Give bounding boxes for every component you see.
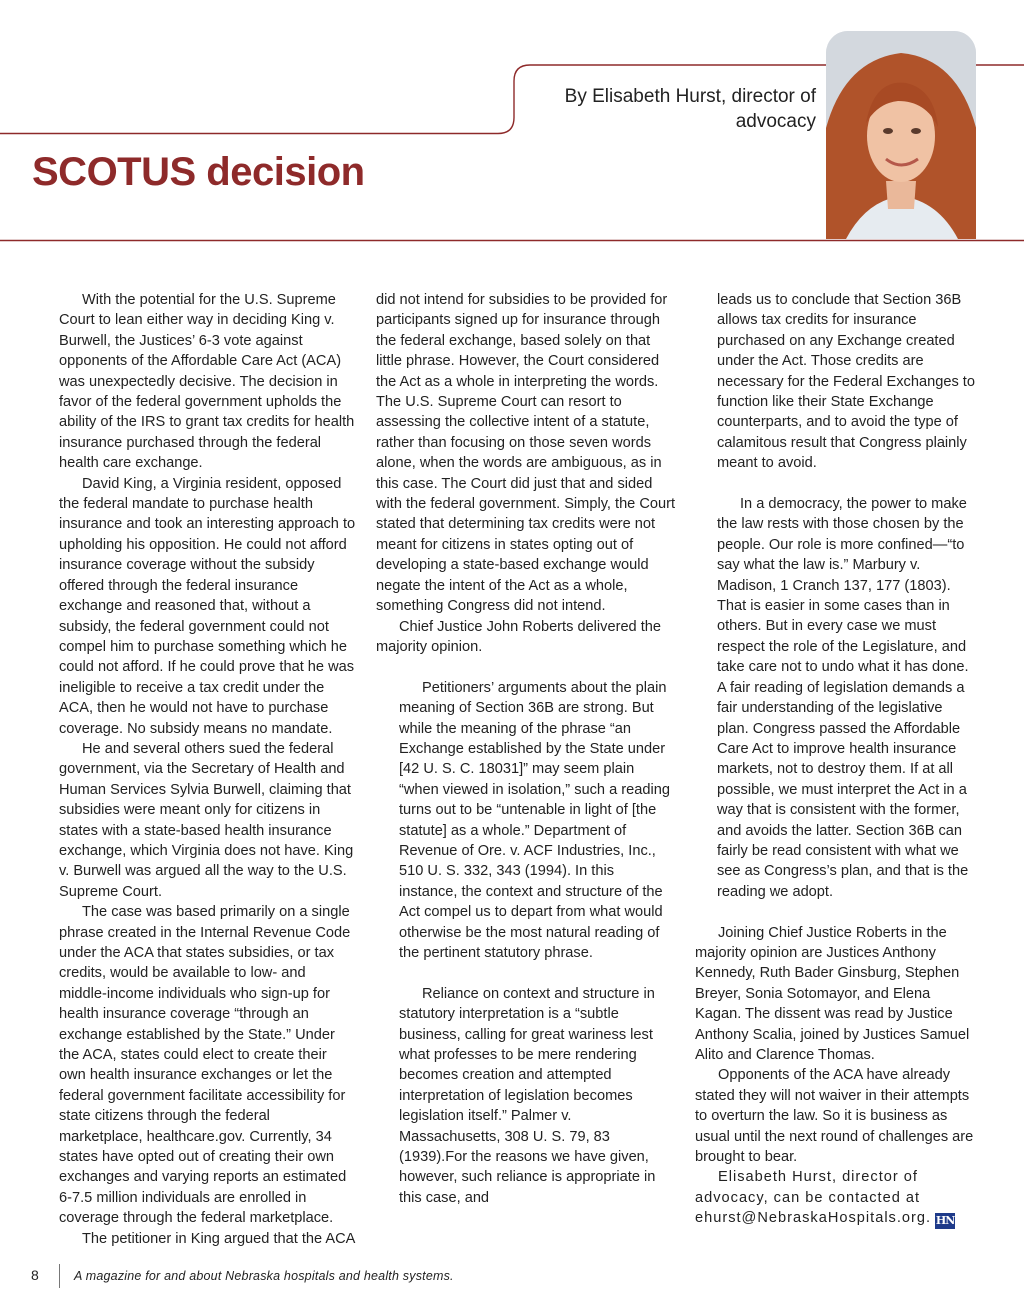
paragraph: Joining Chief Justice Roberts in the majority opinion are Justices Anthony Kennedy, Ruth Bader Ginsburg, Stephen Breyer, Sonia Sotomayor, and Elena Kagan. The dissent was read by Justice Anthony Scalia, joined by Justices Samuel Alito and Clarence Thomas.: [695, 924, 970, 1063]
article-column-3: [695, 290, 975, 1229]
magazine-tagline: A magazine for and about Nebraska hospitals and health systems.: [74, 1269, 454, 1283]
quote-paragraph: Reliance on context and structure in statutory interpretation is a “subtle business, calling for great wariness lest what professes to be mere rendering becomes creation and attempted interpretation of legislation becomes legislation itself.” Palmer v. Massachusetts, 308 U. S. 79, 83 (1939).For the reasons we have given, however, such reliance is appropriate in this case, and: [399, 985, 656, 1206]
paragraph: did not intend for subsidies to be provided for participants signed up for insurance through the federal exchange, based solely on that little phrase. However, the Court considered the Act as a whole in interpreting the words. The U.S. Supreme Court can resort to assessing the collective intent of a statute, rather than focusing on those seven words alone, when the words are ambiguous, as in this case. The Court did just that and sided with the federal government. Simply, the Court stated that determining tax credits were not meant for citizens in states opting out of developing a state-based exchange would negate the intent of the Act as a whole, something Congress did not intend.: [376, 292, 676, 615]
paragraph: Chief Justice John Roberts delivered the majority opinion.: [376, 618, 662, 655]
opinion-quote: [399, 678, 676, 1209]
article-column-1: [59, 290, 357, 1249]
quote-paragraph: Petitioners’ arguments about the plain meaning of Section 36B are strong. But while the meaning of the phrase “an Exchange established by the State under [42 U. S. C. 18031]” may seem plain “when viewed in isolation,” such a reading turns out to be “untenable in light of [the statute] as a whole.” Department of Revenue of Ore. v. ACF Industries, Inc., 510 U. S. 332, 343 (1994). In this instance, the context and structure of the Act compel us to depart from what would otherwise be the most natural reading of the pertinent statutory phrase.: [399, 679, 670, 961]
page-number: 8: [31, 1267, 39, 1283]
author-contact: [695, 1167, 975, 1229]
article-title: SCOTUS decision: [32, 150, 365, 194]
quote-paragraph: In a democracy, the power to make the law rests with those chosen by the people. Our role is more confined—“to say what the law is.” Marbury v. Madison, 1 Cranch 137, 177 (1803). That is easier in some cases than in others. But in every case we must respect the role of the Legislature, and take care not to undo what it has done. A fair reading of legislation demands a fair understanding of the legislative plan. Congress passed the Affordable Care Act to improve health insurance markets, not to destroy them. If at all possible, we must interpret the Act in a way that is consistent with the former, and avoids the latter. Section 36B can fairly be read consistent with what we see as Congress’s plan, and that is the reading we adopt.: [717, 496, 969, 900]
paragraph: The petitioner in King argued that the ACA: [82, 1230, 356, 1247]
paragraph: The case was based primarily on a single phrase created in the Internal Revenue Code under the ACA that states subsidies, or tax credits, would be available to low- and middle-income individuals who sign-up for health insurance coverage “through an exchange established by the State.” Under the ACA, states could elect to create their own health insurance exchanges or let the federal government facilitate accessibility for state citizens through the federal marketplace, healthcare.gov. Currently, 34 states have opted out of creating their own exchanges and varying reports an estimated 6-7.5 million individuals are enrolled in coverage through the federal marketplace.: [59, 904, 351, 1227]
quote-paragraph: leads us to conclude that Section 36B allows tax credits for insurance purchased on any Exchange created under the Act. Those credits are necessary for the Federal Exchanges to function like their State Exchange counterparts, and to avoid the type of calamitous result that Congress plainly meant to avoid.: [717, 292, 975, 472]
opinion-quote: [717, 290, 975, 902]
author-photo: [826, 31, 976, 239]
paragraph: Opponents of the ACA have already stated they will not waiver in their attempts to overturn the law. So it is business as usual until the next round of challenges are brought to bear.: [695, 1067, 974, 1166]
contact-text: Elisabeth Hurst, director of advocacy, can be contacted at ehurst@NebraskaHospitals.org.: [695, 1169, 932, 1227]
paragraph: With the potential for the U.S. Supreme Court to lean either way in deciding King v. Burwell, the Justices’ 6-3 vote against opponents of the Affordable Care Act (ACA) was unexpectedly decisive. The decision in favor of the federal government upholds the ability of the IRS to grant tax credits for health insurance purchased through the federal health care exchange.: [59, 292, 355, 472]
page-footer: [0, 1262, 1024, 1292]
byline: By Elisabeth Hurst, director of advocacy: [564, 86, 816, 132]
article-column-2: [376, 290, 676, 1208]
paragraph: He and several others sued the federal government, via the Secretary of Health and Human Services Sylvia Burwell, claiming that subsidies were meant only for citizens in states with a state-based health insurance exchange, which Virginia does not have. King v. Burwell was argued all the way to the U.S. Supreme Court.: [59, 740, 354, 900]
end-logo-icon: HN: [935, 1214, 955, 1228]
footer-divider: [59, 1264, 60, 1288]
paragraph: David King, a Virginia resident, opposed the federal mandate to purchase health insurance and took an interesting approach to upholding his opposition. He could not afford insurance coverage without the subsidy offered through the federal insurance exchange and reasoned that, without a subsidy, the federal government could not compel him to purchase something which he could not afford. If he could prove that he was ineligible to receive a tax credit under the ACA, then he would not have to purchase coverage. No subsidy means no mandate.: [59, 475, 356, 737]
author-portrait-icon: [826, 31, 976, 239]
